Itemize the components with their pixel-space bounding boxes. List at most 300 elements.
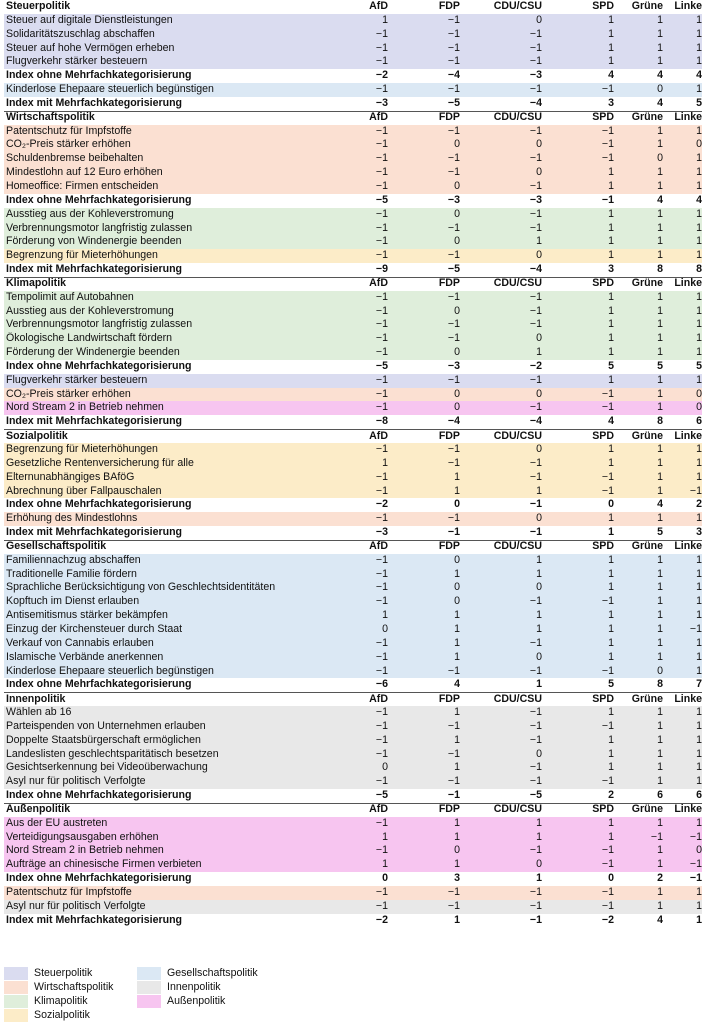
- cell-value: −1: [601, 719, 614, 732]
- cell-value: 1: [536, 553, 542, 566]
- cell-value: 7: [696, 678, 702, 691]
- row-label: Parteispenden von Unternehmen erlauben: [6, 719, 206, 732]
- cell-value: 5: [657, 359, 663, 372]
- party-column-header: SPD: [592, 803, 614, 816]
- cell-value: 1: [608, 733, 614, 746]
- legend-swatch: [4, 995, 28, 1008]
- index-row: [4, 97, 702, 111]
- cell-value: 1: [696, 55, 702, 68]
- table-row: [4, 125, 702, 139]
- cell-value: 1: [608, 55, 614, 68]
- cell-value: −1: [447, 664, 460, 677]
- cell-value: −1: [375, 41, 388, 54]
- row-label: Index mit Mehrfachkategorisierung: [6, 526, 183, 539]
- cell-value: −1: [529, 207, 542, 220]
- cell-value: 1: [696, 775, 702, 788]
- cell-value: 1: [608, 443, 614, 455]
- cell-value: 0: [454, 401, 460, 414]
- party-column-header: AfD: [369, 277, 388, 290]
- cell-value: −5: [447, 263, 460, 276]
- table-row: [4, 554, 702, 568]
- cell-value: −2: [375, 913, 388, 926]
- section-header-row: [4, 111, 702, 125]
- cell-value: 4: [657, 498, 663, 511]
- table-row: [4, 665, 702, 679]
- table-row: [4, 761, 702, 775]
- cell-value: 0: [608, 872, 614, 885]
- cell-value: 1: [696, 706, 702, 719]
- legend-item: [137, 994, 225, 1008]
- cell-value: 1: [657, 346, 663, 359]
- cell-value: −3: [529, 193, 542, 206]
- category-legend: [4, 966, 404, 1022]
- cell-value: −1: [601, 664, 614, 677]
- row-label: Index ohne Mehrfachkategorisierung: [6, 872, 192, 885]
- cell-value: 1: [608, 761, 614, 774]
- row-label: Nord Stream 2 in Betrieb nehmen: [6, 844, 164, 857]
- cell-value: 5: [608, 678, 614, 691]
- table-row: [4, 568, 702, 582]
- cell-value: −1: [529, 27, 542, 40]
- table-row: [4, 623, 702, 637]
- cell-value: 1: [608, 13, 614, 26]
- table-row: [4, 844, 702, 858]
- party-column-header: Grüne: [631, 803, 663, 816]
- cell-value: −1: [529, 456, 542, 469]
- cell-value: 1: [608, 553, 614, 566]
- cell-value: 0: [454, 581, 460, 594]
- party-column-header: CDU/CSU: [493, 540, 542, 553]
- row-label: Gesetzliche Rentenversicherung für alle: [6, 456, 194, 469]
- cell-value: −1: [375, 650, 388, 663]
- cell-value: 1: [696, 664, 702, 677]
- cell-value: 1: [608, 304, 614, 317]
- legend-swatch: [4, 967, 28, 980]
- legend-label: Wirtschaftspolitik: [34, 981, 114, 993]
- cell-value: 1: [657, 844, 663, 857]
- cell-value: −1: [601, 484, 614, 497]
- cell-value: 4: [454, 678, 460, 691]
- cell-value: 1: [657, 747, 663, 760]
- cell-value: −6: [375, 678, 388, 691]
- cell-value: 1: [657, 706, 663, 719]
- cell-value: 1: [657, 733, 663, 746]
- row-label: Mindestlohn auf 12 Euro erhöhen: [6, 166, 163, 179]
- cell-value: 1: [608, 581, 614, 594]
- cell-value: 1: [657, 470, 663, 483]
- legend-swatch: [137, 981, 161, 994]
- row-label: Einzug der Kirchensteuer durch Staat: [6, 622, 183, 635]
- party-column-header: FDP: [438, 277, 460, 290]
- party-column-header: CDU/CSU: [493, 277, 542, 290]
- legend-swatch: [137, 995, 161, 1008]
- cell-value: 1: [608, 27, 614, 40]
- row-label: Patentschutz für Impfstoffe: [6, 886, 132, 898]
- legend-label: Innenpolitik: [167, 981, 221, 993]
- cell-value: −1: [529, 733, 542, 746]
- policy-position-table: [4, 0, 702, 928]
- row-label: Index mit Mehrfachkategorisierung: [6, 913, 183, 926]
- cell-value: −1: [447, 512, 460, 525]
- row-label: Begrenzung für Mieterhöhungen: [6, 249, 158, 262]
- row-label: Islamische Verbände anerkennen: [6, 650, 164, 663]
- cell-value: 1: [608, 747, 614, 760]
- cell-value: −1: [529, 913, 542, 926]
- cell-value: 1: [382, 13, 388, 26]
- cell-value: −1: [375, 706, 388, 719]
- table-row: [4, 332, 702, 346]
- legend-item: [4, 966, 92, 980]
- row-label: Verteidigungsausgaben erhöhen: [6, 830, 159, 843]
- cell-value: 8: [657, 263, 663, 276]
- cell-value: 1: [536, 872, 542, 885]
- row-label: Doppelte Staatsbürgerschaft ermöglichen: [6, 733, 201, 746]
- cell-value: 1: [696, 470, 702, 483]
- cell-value: 4: [657, 96, 663, 109]
- cell-value: 0: [536, 13, 542, 26]
- cell-value: −5: [375, 193, 388, 206]
- cell-value: −1: [529, 899, 542, 912]
- cell-value: 0: [454, 498, 460, 511]
- cell-value: −1: [375, 235, 388, 248]
- party-column-header: Grüne: [631, 692, 663, 705]
- table-row: [4, 457, 702, 471]
- cell-value: 1: [696, 152, 702, 165]
- table-row: [4, 55, 702, 69]
- row-label: Index mit Mehrfachkategorisierung: [6, 415, 183, 428]
- party-column-header: SPD: [592, 111, 614, 124]
- cell-value: 2: [696, 498, 702, 511]
- cell-value: 1: [657, 553, 663, 566]
- cell-value: 5: [696, 359, 702, 372]
- cell-value: 0: [657, 664, 663, 677]
- cell-value: −1: [375, 775, 388, 788]
- cell-value: −1: [689, 622, 702, 635]
- cell-value: 0: [536, 249, 542, 262]
- cell-value: 1: [608, 207, 614, 220]
- cell-value: −1: [375, 484, 388, 497]
- cell-value: −1: [375, 470, 388, 483]
- cell-value: 1: [657, 55, 663, 68]
- table-row: [4, 775, 702, 789]
- party-column-header: CDU/CSU: [493, 803, 542, 816]
- cell-value: −1: [601, 858, 614, 871]
- cell-value: 4: [608, 415, 614, 428]
- cell-value: 1: [696, 747, 702, 760]
- cell-value: 4: [657, 69, 663, 82]
- cell-value: −1: [529, 124, 542, 137]
- cell-value: 1: [657, 138, 663, 151]
- cell-value: −2: [375, 498, 388, 511]
- row-label: Index mit Mehrfachkategorisierung: [6, 96, 183, 109]
- cell-value: −1: [601, 470, 614, 483]
- cell-value: 1: [454, 636, 460, 649]
- cell-value: −1: [375, 318, 388, 331]
- cell-value: 1: [657, 775, 663, 788]
- cell-value: −1: [529, 179, 542, 192]
- legend-label: Gesellschaftspolitik: [167, 967, 258, 979]
- table-row: [4, 346, 702, 360]
- section-header-row: [4, 277, 702, 291]
- row-label: Index ohne Mehrfachkategorisierung: [6, 789, 192, 802]
- row-label: CO₂-Preis stärker erhöhen: [6, 138, 131, 151]
- cell-value: 1: [696, 595, 702, 608]
- cell-value: 0: [536, 332, 542, 345]
- cell-value: 1: [696, 290, 702, 303]
- cell-value: 4: [657, 193, 663, 206]
- cell-value: 3: [608, 263, 614, 276]
- cell-value: −1: [529, 304, 542, 317]
- cell-value: 1: [454, 706, 460, 719]
- table-row: [4, 720, 702, 734]
- row-label: Patentschutz für Impfstoffe: [6, 124, 132, 137]
- party-column-header: Linke: [674, 277, 702, 290]
- row-label: Verkauf von Cannabis erlauben: [6, 636, 154, 649]
- party-column-header: AfD: [369, 692, 388, 705]
- section-title: Steuerpolitik: [6, 0, 71, 12]
- cell-value: 1: [657, 318, 663, 331]
- cell-value: 1: [454, 913, 460, 926]
- index-row: [4, 360, 702, 374]
- cell-value: −1: [447, 775, 460, 788]
- row-label: Verbrennungsmotor langfristig zulassen: [6, 318, 193, 331]
- cell-value: −8: [375, 415, 388, 428]
- cell-value: −4: [447, 69, 460, 82]
- cell-value: 0: [536, 858, 542, 871]
- index-row: [4, 678, 702, 692]
- cell-value: 1: [696, 27, 702, 40]
- cell-value: 1: [696, 235, 702, 248]
- cell-value: 1: [696, 332, 702, 345]
- cell-value: 1: [454, 622, 460, 635]
- cell-value: −1: [601, 775, 614, 788]
- cell-value: −1: [601, 83, 614, 96]
- party-column-header: FDP: [438, 692, 460, 705]
- cell-value: 5: [608, 359, 614, 372]
- table-row: [4, 512, 702, 526]
- cell-value: −1: [375, 733, 388, 746]
- cell-value: −1: [375, 886, 388, 898]
- cell-value: −2: [601, 913, 614, 926]
- party-column-header: FDP: [438, 803, 460, 816]
- cell-value: 1: [696, 719, 702, 732]
- cell-value: 8: [696, 263, 702, 276]
- index-row: [4, 789, 702, 803]
- cell-value: −1: [447, 526, 460, 539]
- section-header-row: [4, 0, 702, 14]
- cell-value: −1: [529, 886, 542, 898]
- cell-value: 1: [657, 179, 663, 192]
- party-column-header: Linke: [674, 111, 702, 124]
- party-column-header: SPD: [592, 277, 614, 290]
- row-label: Wählen ab 16: [6, 706, 72, 719]
- section-header-row: [4, 803, 702, 817]
- cell-value: 1: [608, 318, 614, 331]
- row-label: Förderung der Windenergie beenden: [6, 346, 180, 359]
- table-row: [4, 14, 702, 28]
- cell-value: −1: [529, 373, 542, 386]
- legend-item: [4, 994, 88, 1008]
- cell-value: 1: [608, 332, 614, 345]
- cell-value: 0: [696, 387, 702, 400]
- cell-value: −1: [375, 512, 388, 525]
- table-row: [4, 374, 702, 388]
- cell-value: −3: [375, 526, 388, 539]
- cell-value: 1: [657, 512, 663, 525]
- party-column-header: Grüne: [631, 0, 663, 12]
- cell-value: −4: [447, 415, 460, 428]
- row-label: Kopftuch im Dienst erlauben: [6, 595, 140, 608]
- cell-value: −1: [529, 318, 542, 331]
- cell-value: 1: [696, 913, 702, 926]
- cell-value: −1: [601, 886, 614, 898]
- cell-value: −1: [601, 152, 614, 165]
- cell-value: 3: [454, 872, 460, 885]
- cell-value: 6: [696, 789, 702, 802]
- cell-value: 1: [696, 41, 702, 54]
- section-title: Wirtschaftspolitik: [6, 111, 95, 124]
- cell-value: 1: [536, 346, 542, 359]
- cell-value: −1: [375, 443, 388, 455]
- cell-value: 0: [536, 138, 542, 151]
- cell-value: −1: [375, 124, 388, 137]
- party-column-header: Linke: [674, 429, 702, 442]
- cell-value: 1: [657, 124, 663, 137]
- cell-value: −1: [529, 152, 542, 165]
- cell-value: 1: [657, 304, 663, 317]
- cell-value: 0: [454, 387, 460, 400]
- table-row: [4, 401, 702, 415]
- row-label: Index ohne Mehrfachkategorisierung: [6, 359, 192, 372]
- cell-value: 0: [382, 872, 388, 885]
- cell-value: 1: [536, 567, 542, 580]
- cell-value: −1: [689, 858, 702, 871]
- table-row: [4, 734, 702, 748]
- section-title: Gesellschaftspolitik: [6, 540, 107, 553]
- table-row: [4, 886, 702, 900]
- cell-value: 1: [657, 290, 663, 303]
- index-row: [4, 69, 702, 83]
- cell-value: 0: [454, 138, 460, 151]
- cell-value: −1: [529, 775, 542, 788]
- cell-value: 5: [696, 96, 702, 109]
- cell-value: 1: [657, 332, 663, 345]
- table-row: [4, 858, 702, 872]
- legend-label: Klimapolitik: [34, 995, 88, 1007]
- cell-value: 1: [608, 636, 614, 649]
- row-label: Steuer auf digitale Dienstleistungen: [6, 13, 173, 26]
- party-column-header: AfD: [369, 803, 388, 816]
- cell-value: −1: [447, 166, 460, 179]
- cell-value: 1: [608, 456, 614, 469]
- cell-value: 0: [536, 650, 542, 663]
- cell-value: 1: [536, 484, 542, 497]
- table-row: [4, 831, 702, 845]
- section-title: Klimapolitik: [6, 277, 67, 290]
- cell-value: 1: [608, 816, 614, 829]
- cell-value: 0: [536, 443, 542, 455]
- table-row: [4, 291, 702, 305]
- cell-value: −1: [529, 470, 542, 483]
- legend-swatch: [137, 967, 161, 980]
- cell-value: 0: [382, 761, 388, 774]
- cell-value: −1: [375, 816, 388, 829]
- row-label: Traditionelle Familie fördern: [6, 567, 137, 580]
- cell-value: −1: [375, 304, 388, 317]
- party-column-header: SPD: [592, 0, 614, 12]
- cell-value: −1: [375, 152, 388, 165]
- cell-value: −5: [529, 789, 542, 802]
- party-column-header: AfD: [369, 429, 388, 442]
- row-label: Solidaritätszuschlag abschaffen: [6, 27, 155, 40]
- cell-value: 1: [382, 609, 388, 622]
- cell-value: −1: [447, 747, 460, 760]
- row-label: Abrechnung über Fallpauschalen: [6, 484, 162, 497]
- section-title: Außenpolitik: [6, 803, 71, 816]
- cell-value: −1: [447, 290, 460, 303]
- cell-value: −1: [447, 456, 460, 469]
- table-row: [4, 900, 702, 914]
- table-row: [4, 83, 702, 97]
- cell-value: −1: [375, 899, 388, 912]
- cell-value: −1: [375, 332, 388, 345]
- table-row: [4, 388, 702, 402]
- row-label: Index mit Mehrfachkategorisierung: [6, 263, 183, 276]
- cell-value: 0: [454, 844, 460, 857]
- cell-value: −1: [447, 789, 460, 802]
- cell-value: −1: [689, 872, 702, 885]
- index-row: [4, 415, 702, 429]
- cell-value: 1: [454, 650, 460, 663]
- row-label: Sprachliche Berücksichtigung von Geschlechtsidentitäten: [6, 581, 276, 594]
- party-column-header: CDU/CSU: [493, 0, 542, 12]
- cell-value: −1: [447, 27, 460, 40]
- cell-value: 1: [536, 622, 542, 635]
- table-row: [4, 208, 702, 222]
- cell-value: 1: [536, 830, 542, 843]
- cell-value: 1: [382, 830, 388, 843]
- row-label: Elternunabhängiges BAföG: [6, 470, 135, 483]
- cell-value: 1: [657, 622, 663, 635]
- row-label: Steuer auf hohe Vermögen erheben: [6, 41, 175, 54]
- cell-value: 1: [608, 706, 614, 719]
- cell-value: −1: [529, 595, 542, 608]
- cell-value: 1: [608, 41, 614, 54]
- cell-value: 4: [608, 69, 614, 82]
- cell-value: 1: [657, 207, 663, 220]
- cell-value: 1: [608, 221, 614, 234]
- index-row: [4, 263, 702, 277]
- cell-value: 1: [608, 179, 614, 192]
- cell-value: −1: [601, 124, 614, 137]
- table-row: [4, 609, 702, 623]
- cell-value: 1: [454, 470, 460, 483]
- cell-value: −1: [375, 55, 388, 68]
- cell-value: −1: [529, 706, 542, 719]
- cell-value: −1: [689, 484, 702, 497]
- cell-value: 1: [696, 886, 702, 898]
- cell-value: 1: [608, 622, 614, 635]
- cell-value: 2: [608, 789, 614, 802]
- cell-value: 6: [657, 789, 663, 802]
- row-label: Homeoffice: Firmen entscheiden: [6, 179, 159, 192]
- cell-value: −1: [375, 373, 388, 386]
- cell-value: 0: [454, 553, 460, 566]
- party-column-header: Linke: [674, 0, 702, 12]
- cell-value: 1: [696, 83, 702, 96]
- cell-value: 1: [696, 166, 702, 179]
- cell-value: −1: [447, 719, 460, 732]
